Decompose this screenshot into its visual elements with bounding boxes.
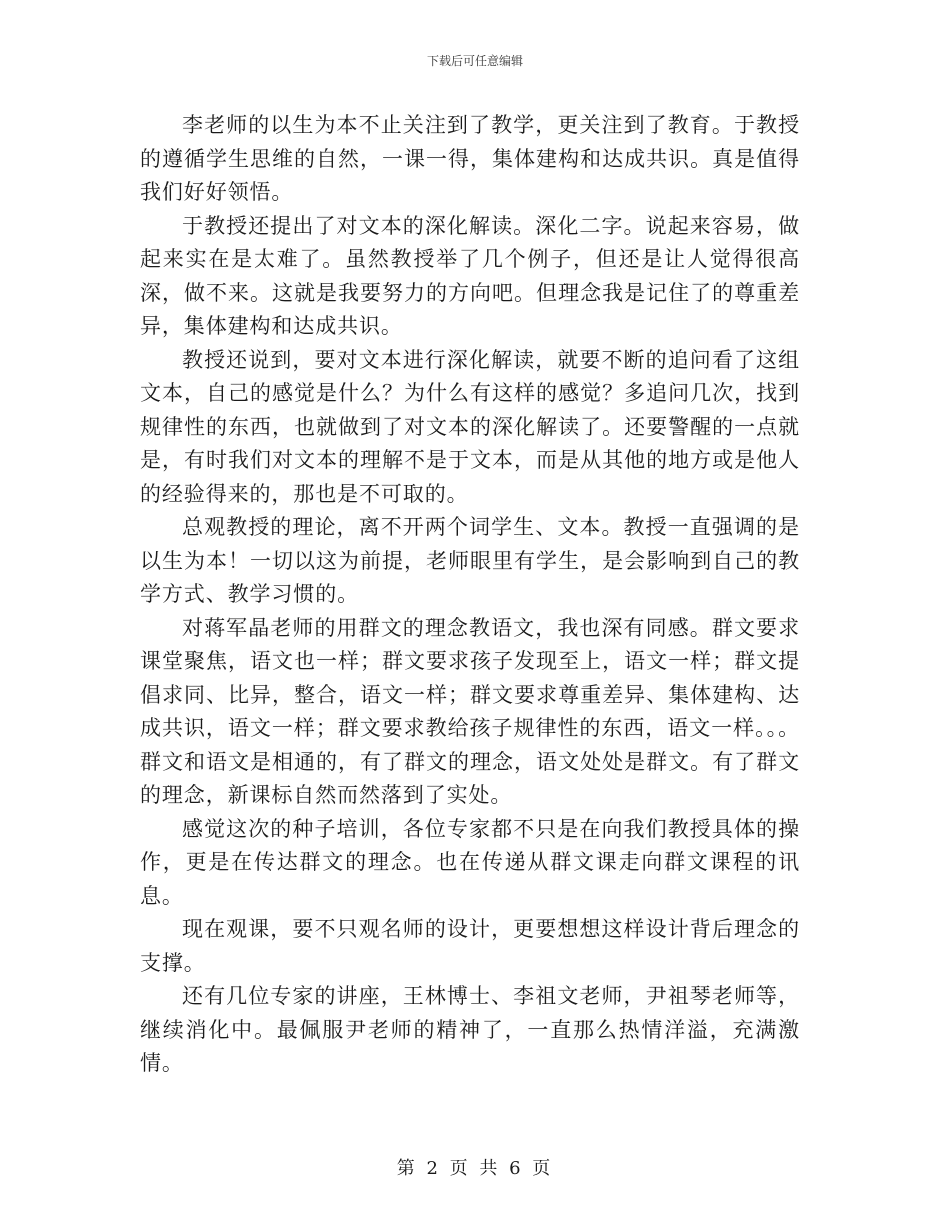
- paragraph: 对蒋军晶老师的用群文的理念教语文，我也深有同感。群文要求课堂聚焦，语文也一样；群文要求孩子发现至上，语文一样；群文提倡求同、比异，整合，语文一样；群文要求尊重差异、集体建构、达成共识，语文一样；群文要求教给孩子规律性的东西，语文一样。。。群文和语文是相通的，有了群文的理念，语文处处是群文。有了群文的理念，新课标自然而然落到了实处。: [140, 615, 800, 807]
- body-text: [140, 109, 800, 1081]
- paragraph: 于教授还提出了对文本的深化解读。深化二字。说起来容易，做起来实在是太难了。虽然教授举了几个例子，但还是让人觉得很高深，做不来。这就是我要努力的方向吧。但理念我是记住了的尊重差异，集体建构和达成共识。: [140, 213, 800, 338]
- paragraph: 感觉这次的种子培训，各位专家都不只是在向我们教授具体的操作，更是在传达群文的理念。也在传递从群文课走向群文课程的讯息。: [140, 816, 800, 908]
- paragraph: 教授还说到，要对文本进行深化解读，就要不断的追问看了这组文本，自己的感觉是什么？为什么有这样的感觉？多追问几次，找到规律性的东西，也就做到了对文本的深化解读了。还要警醒的一点就是，有时我们对文本的理解不是于文本，而是从其他的地方或是他人的经验得来的，那也是不可取的。: [140, 347, 800, 506]
- page-number: 第 2 页 共 6 页: [396, 1158, 554, 1179]
- header-note: 下载后可任意编辑: [426, 54, 523, 68]
- paragraph: 现在观课，要不只观名师的设计，更要想想这样设计背后理念的支撑。: [140, 917, 800, 975]
- paragraph: 还有几位专家的讲座，王林博士、李祖文老师，尹祖琴老师等，继续消化中。最佩服尹老师的精神了，一直那么热情洋溢，充满激情。: [140, 984, 800, 1075]
- paragraph: 总观教授的理论，离不开两个词学生、文本。教授一直强调的是以生为本！一切以这为前提，老师眼里有学生，是会影响到自己的教学方式、教学习惯的。: [140, 515, 800, 606]
- paragraph: 李老师的以生为本不止关注到了教学，更关注到了教育。于教授的遵循学生思维的自然，一课一得，集体建构和达成共识。真是值得我们好好领悟。: [140, 113, 800, 204]
